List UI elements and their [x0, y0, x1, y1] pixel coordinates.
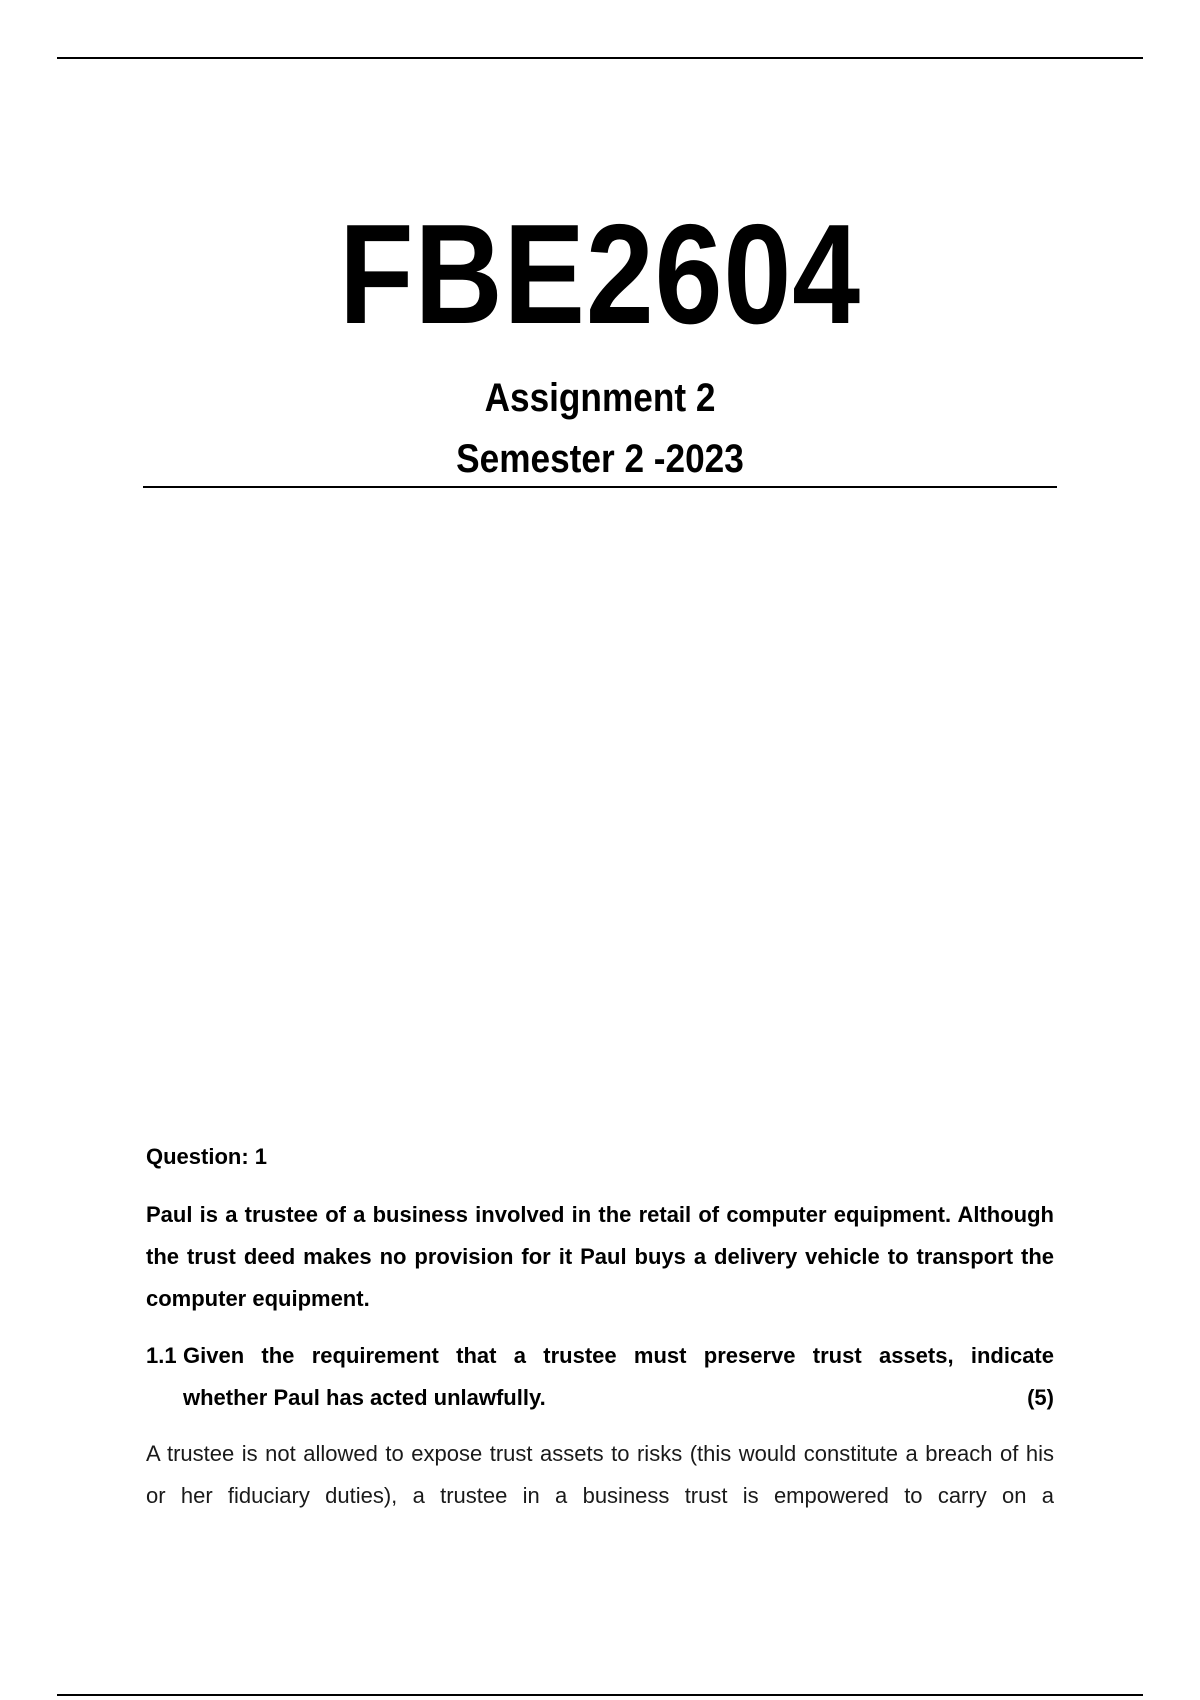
- question-heading: Question: 1: [146, 1144, 268, 1169]
- sub-question-1-1: [146, 1335, 1054, 1419]
- sub-question-text-line2: whether Paul has acted unlawfully.: [183, 1385, 546, 1410]
- sub-question-text-line1: Given the requirement that a trustee must preserve trust assets, indicate: [183, 1343, 1054, 1368]
- question-scenario: Paul is a trustee of a business involved in the retail of computer equipment. Although the trust deed makes no provision for it Paul buys a delivery vehicle to transport the computer equipment.: [146, 1202, 1054, 1311]
- answer-text: A trustee is not allowed to expose trust assets to risks (this would constitute a breach of his or her fiduciary duties), a trustee in a business trust is empowered to carry on a: [146, 1441, 1054, 1508]
- sub-question-text-line2-row: [183, 1377, 1054, 1419]
- semester-title: Semester 2 -2023: [456, 437, 744, 481]
- title-underline: [143, 486, 1057, 488]
- sub-question-text: [183, 1335, 1054, 1419]
- sub-question-marks: (5): [1027, 1385, 1054, 1410]
- assignment-title: Assignment 2: [484, 376, 716, 420]
- sub-question-number: 1.1: [146, 1343, 177, 1368]
- course-code-title: FBE2604: [339, 195, 861, 354]
- top-border-line: [57, 57, 1143, 59]
- bottom-border-line: [57, 1694, 1143, 1696]
